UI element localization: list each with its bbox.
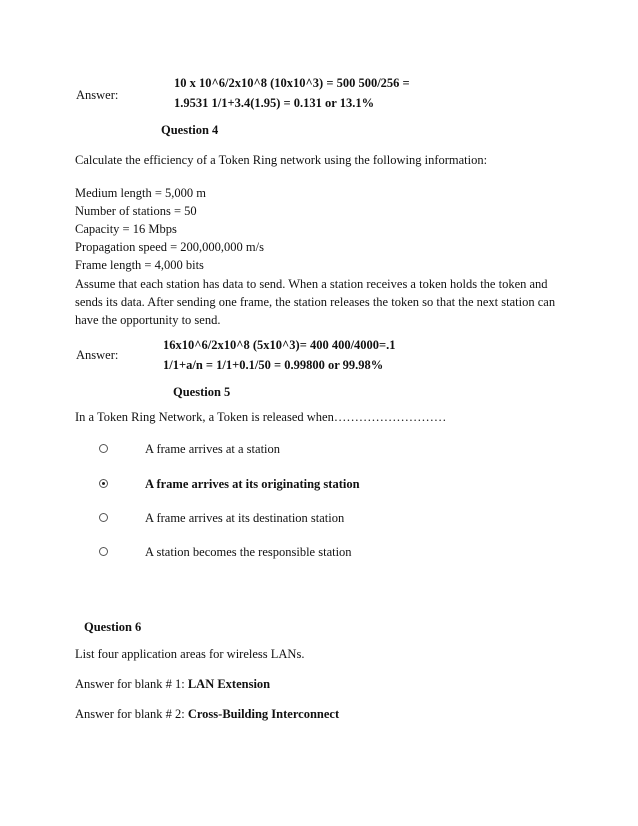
q4-answer-line2: 1/1+a/n = 1/1+0.1/50 = 0.99800 or 99.98% [163,358,384,372]
radio-button-selected-icon[interactable] [99,479,108,488]
q4-prompt: Calculate the efficiency of a Token Ring network using the following information: [75,153,488,167]
q4-answer-label: Answer: [76,348,119,362]
q4-info-medium-length: Medium length = 5,000 m [75,186,206,200]
q4-assumption-line1: Assume that each station has data to send. When a station receives a token holds the token and [75,277,548,291]
q6-blank2-prefix: Answer for blank # 2: [75,707,188,721]
q5-option-2-label: A frame arrives at its originating station [145,477,360,491]
q3-answer-line2: 1.9531 1/1+3.4(1.95) = 0.131 or 13.1% [174,96,375,110]
q6-heading: Question 6 [84,620,142,634]
q4-info-propagation-speed: Propagation speed = 200,000,000 m/s [75,240,264,254]
q6-blank2 [75,707,339,722]
q5-option-4-label: A station becomes the responsible station [145,545,352,559]
q4-assumption-line3: have the opportunity to send. [75,313,221,327]
radio-button-icon[interactable] [99,547,108,556]
radio-button-icon[interactable] [99,513,108,522]
q6-blank2-value: Cross-Building Interconnect [187,707,340,721]
q4-assumption-line2: sends its data. After sending one frame, the station releases the token so that the next station can [75,295,556,309]
q6-blank1-prefix: Answer for blank # 1: [75,677,188,691]
q3-answer-label: Answer: [76,88,119,102]
q3-answer-line1: 10 x 10^6/2x10^8 (10x10^3) = 500 500/256 = [174,76,410,90]
q4-info-capacity: Capacity = 16 Mbps [75,222,177,236]
q4-info-number-of-stations: Number of stations = 50 [75,204,197,218]
radio-button-icon[interactable] [99,444,108,453]
q6-blank1-value: LAN Extension [187,677,271,691]
q5-prompt: In a Token Ring Network, a Token is released when……………………… [75,410,447,424]
q5-option-3-label: A frame arrives at its destination station [145,511,345,525]
q5-heading: Question 5 [173,385,231,399]
q4-answer-line1: 16x10^6/2x10^8 (5x10^3)= 400 400/4000=.1 [163,338,396,352]
q5-option-1-label: A frame arrives at a station [145,442,281,456]
q6-prompt: List four application areas for wireless LANs. [75,647,305,661]
q6-blank1 [75,677,270,692]
q4-heading: Question 4 [161,123,219,137]
q4-info-frame-length: Frame length = 4,000 bits [75,258,204,272]
q4-info-list [75,184,264,274]
